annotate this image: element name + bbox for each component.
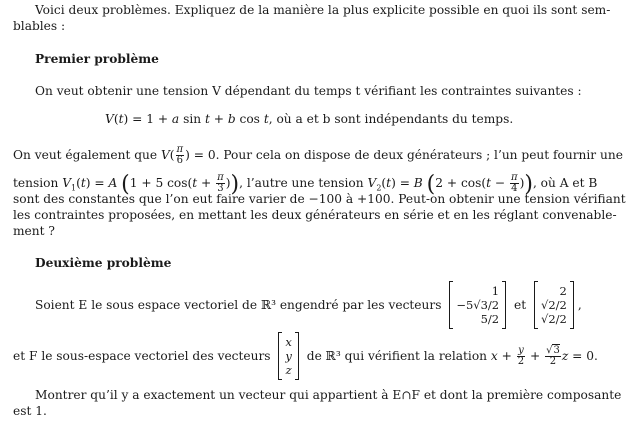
problem2-paragraph-4: est 1.	[13, 404, 47, 418]
vec2-entry: √2/2	[541, 298, 567, 312]
problem1-paragraph-6: ment ?	[13, 224, 55, 238]
vector-1-matrix	[449, 282, 506, 328]
vec3-entry: x	[285, 335, 292, 349]
p2-2-middle: de ℝ³ qui vérifient la relation	[306, 349, 488, 363]
vec1-entry: −5√3/2	[456, 298, 500, 312]
pi-over-4-fraction: $\frac{\pi}{4}$	[511, 172, 518, 194]
problem2-paragraph-3: Montrer qu’il y a exactement un vecteur qui appartient à E∩F et dont la première composante	[35, 388, 622, 402]
problem1-paragraph-5: les contraintes proposées, en mettant les deux générateurs en série et en les réglant convenable-	[13, 208, 617, 222]
problem2-paragraph-2	[13, 333, 598, 379]
p2-tail: . Pour cela on dispose de deux générateurs ; l’un peut fournir une	[215, 148, 623, 162]
problem1-formula: V(t) = 1 + a sin t + b cos t, où a et b sont indépendants du temps.	[105, 112, 514, 126]
vec1-entry: 5/2	[480, 312, 500, 326]
problem2-heading: Deuxième problème	[35, 256, 172, 270]
problem1-paragraph-2: On veut également que V( $\frac{\pi}{6}$ ) = 0. Pour cela on dispose de deux générateurs ; l’un peut fournir une	[13, 144, 623, 166]
vec1-entry: 1	[491, 284, 500, 298]
formula-trailing-text: , où a et b sont indépendants du temps.	[268, 112, 514, 126]
p2-2-lead: et F le sous-espace vectoriel des vecteurs	[13, 349, 271, 363]
intro-line-1: Voici deux problèmes. Expliquez de la manière la plus explicite possible en quoi ils sont sem-	[35, 3, 611, 17]
vec3-entry: y	[285, 349, 292, 363]
p3-middle: , l’autre une tension	[239, 176, 364, 190]
formula-expression: V	[105, 112, 114, 126]
vector-3-matrix	[278, 333, 299, 379]
problem1-heading: Premier problème	[35, 52, 159, 66]
problem1-paragraph-4: sont des constantes que l’on eut faire varier de −100 à +100. Peut-on obtenir une tension vérifiant	[13, 192, 626, 206]
pi-over-6-fraction: $\frac{\pi}{6}$	[176, 144, 184, 166]
p2-1-lead: Soient E le sous espace vectoriel de ℝ³ engendré par les vecteurs	[35, 298, 442, 312]
p3-tail: , où A et B	[532, 176, 598, 190]
problem1-paragraph-3: tension $V_1(t) = A$ (1 + 5 cos(t + $\frac{\pi}{3}$ )), l’autre une tension $V_2(t) = B$ (2 + cos(t − $\frac{\pi}{4}$ )), où A et B	[13, 172, 598, 197]
intro-line-2: blables :	[13, 19, 66, 33]
vec3-entry: z	[285, 363, 292, 377]
vec2-entry: √2/2	[541, 312, 567, 326]
p2-1-and: et	[514, 298, 527, 312]
p2-lead: On veut également que	[13, 148, 158, 162]
vec2-entry: 2	[559, 284, 567, 298]
p3-lead: tension	[13, 176, 59, 190]
problem2-paragraph-1: Soient E le sous espace vectoriel de ℝ³ engendré par les vecteurs 1 −5√3/2 5/2 et 2 √2/2 √2/2 ,	[35, 284, 582, 326]
relation-equation: x + $\frac{y}{2}$ + $\frac{√3}{2}$ z = 0.	[490, 344, 598, 367]
pi-over-3-fraction: $\frac{\pi}{3}$	[217, 172, 224, 194]
vector-2-matrix	[534, 282, 574, 328]
problem1-paragraph-1: On veut obtenir une tension V dépendant du temps t vérifiant les contraintes suivantes :	[35, 84, 582, 98]
